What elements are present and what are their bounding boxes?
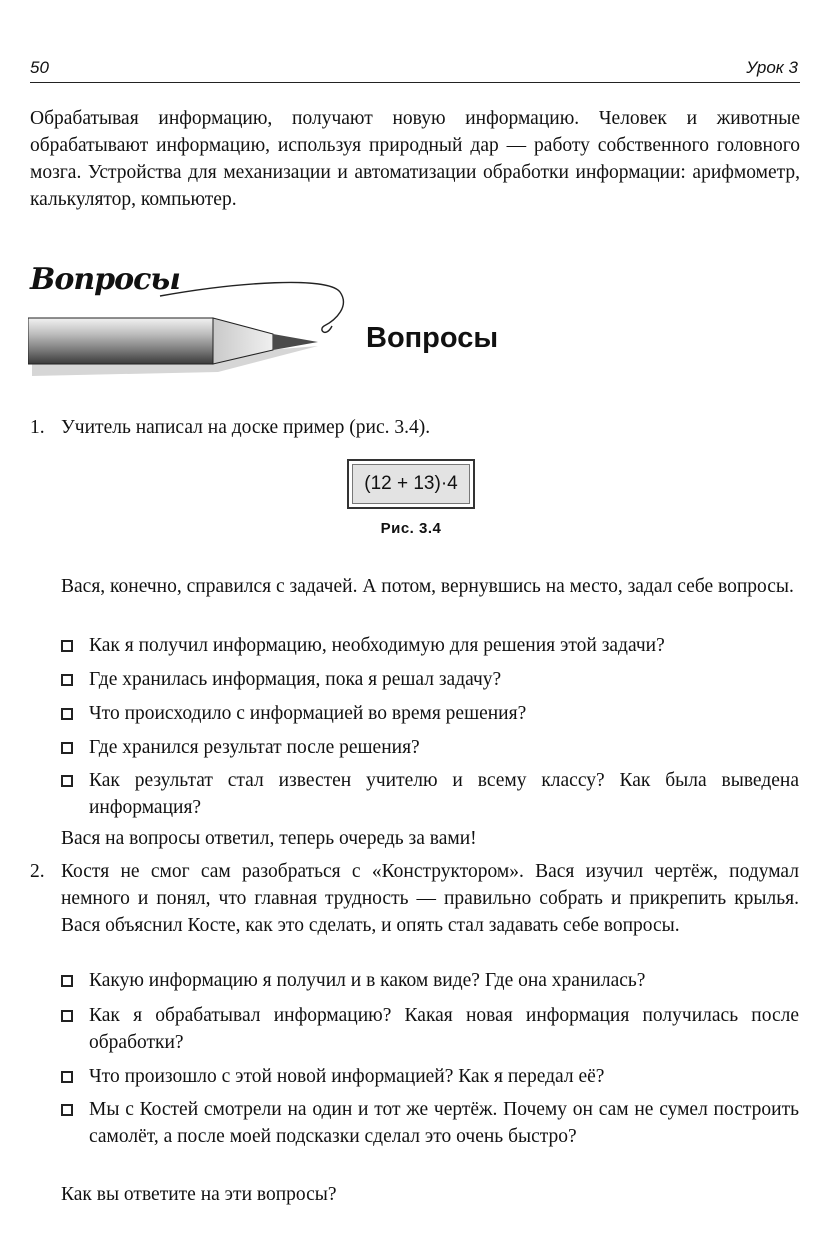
- page: 50 Урок 3 Обрабатывая информацию, получают новую информацию. Человек и животные обрабатывают информацию, используя природный дар — работу собственного головного мозга. Устройства для механизации и автоматизации обработки информации: арифмометр, калькулятор, компьютер. Вопросы Вопросы 1. Учитель написал на доске пример (рис. 3.4). (12 + 13)·4 Рис. 3.4 Вася, конечно, справился с задачей. А потом, вернувшись на место, задал себе вопросы. Как я получил информацию, необходимую для решения этой задачи? Где хранилась информация, пока я решал задачу? Что происходило с информацией во время решения? Где хранился результат после решения? Как результат стал известен учителю и всему классу? Как была выведена информация? Вася на вопросы ответил, теперь очередь за вами! 2. Костя не смог сам разобраться с «Конструктором». Вася изучил чертёж, подумал немного и понял, что главная трудность — правильно собрать и прикрепить крылья. Вася объяснил Косте, как это сделать, и опять стал задавать себе вопросы. Какую информацию я получил и в каком виде? Где она хранилась? Как я обрабатывал информацию? Какая новая информация получилась после обработки? Что произошло с этой новой информацией? Как я передал её? Мы с Костей смотрели на один и тот же чертёж. Почему он сам не сумел построить самолёт, а после моей подсказки сделал это очень быстро? Как вы ответите на эти вопросы?: [0, 0, 827, 1239]
- checkbox-bullet-icon: [61, 775, 73, 787]
- handwritten-section-label: Вопросы: [30, 262, 180, 297]
- section-title: Вопросы: [366, 322, 499, 354]
- question-2-closing: Как вы ответите на эти вопросы?: [61, 1184, 337, 1205]
- checkbox-bullet-icon: [61, 742, 73, 754]
- checkbox-bullet-icon: [61, 1010, 73, 1022]
- question-2-number: 2.: [30, 861, 45, 882]
- figure-3-4: [347, 459, 475, 509]
- page-number: 50: [30, 58, 49, 77]
- checkbox-bullet-icon: [61, 1104, 73, 1116]
- figure-caption: Рис. 3.4: [380, 520, 442, 537]
- intro-paragraph: Обрабатывая информацию, получают новую информацию. Человек и животные обрабатывают информацию, используя природный дар — работу собственного головного мозга. Устройства для механизации и автоматизации обработки информации: арифмометр, калькулятор, компьютер.: [30, 108, 800, 210]
- question-1-text: Учитель написал на доске пример (рис. 3.4).: [61, 417, 431, 438]
- formula: (12 + 13)·4: [364, 473, 458, 494]
- checkbox-bullet-icon: [61, 975, 73, 987]
- checkbox-bullet-icon: [61, 1071, 73, 1083]
- lesson-label: Урок 3: [746, 58, 798, 77]
- question-2-text: Костя не смог сам разобраться с «Конструктором». Вася изучил чертёж, подумал немного и понял, что главная трудность — правильно собрать и прикрепить крылья. Вася объяснил Косте, как это сделать, и опять стал задавать себе вопросы.: [61, 861, 799, 936]
- question-1-number: 1.: [30, 417, 45, 438]
- checkbox-bullet-icon: [61, 640, 73, 652]
- running-header: [30, 58, 800, 83]
- checkbox-bullet-icon: [61, 708, 73, 720]
- question-1-paragraph: Вася, конечно, справился с задачей. А потом, вернувшись на место, задал себе вопросы.: [61, 576, 794, 597]
- checkbox-bullet-icon: [61, 674, 73, 686]
- question-1-closing: Вася на вопросы ответил, теперь очередь за вами!: [61, 828, 477, 849]
